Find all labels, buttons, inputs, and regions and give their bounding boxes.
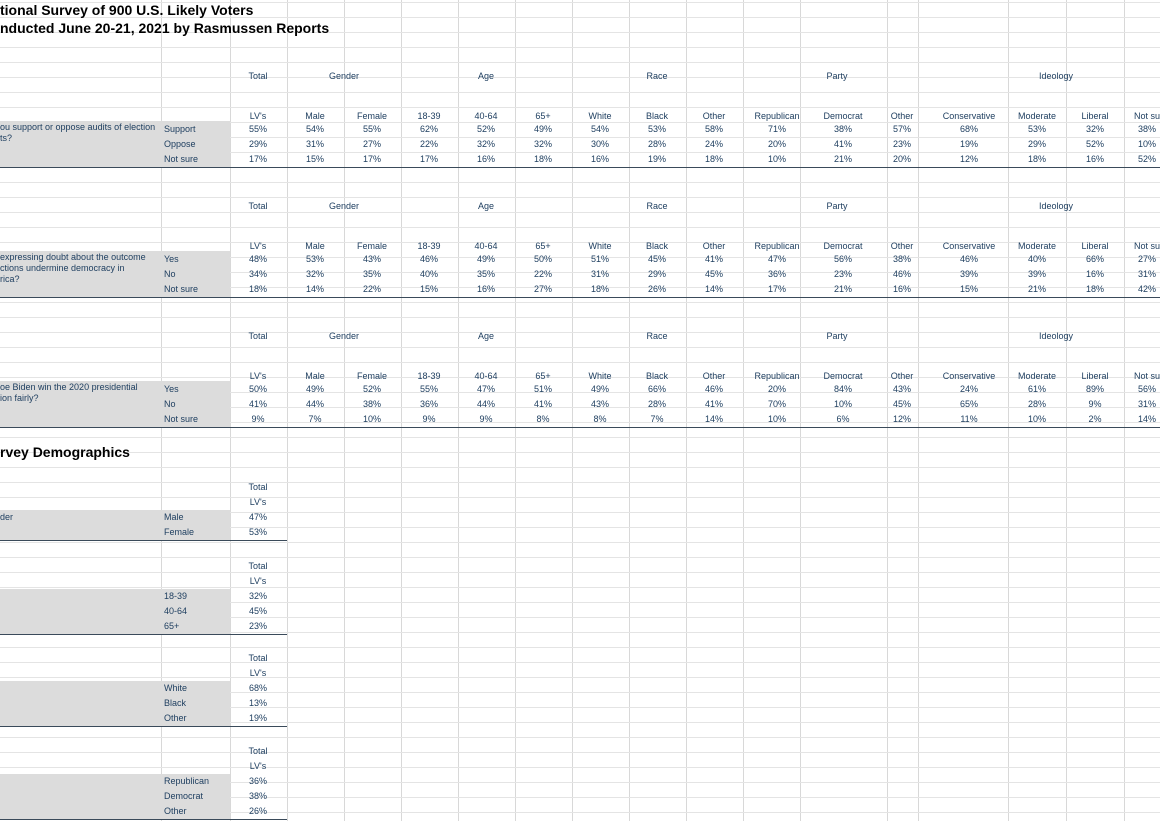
demo-row-label: Democrat [164, 791, 204, 801]
column-header: Other [890, 371, 914, 381]
demo-row-value: 32% [248, 591, 267, 601]
column-header: 18-39 [417, 241, 441, 251]
grid-row-line [0, 302, 1160, 303]
cell-value: 14% [1137, 414, 1156, 424]
demo-row-label: White [164, 683, 188, 693]
demo-lv-header: LV's [249, 668, 267, 678]
cell-value: 68% [959, 124, 978, 134]
demo-underline [0, 726, 287, 727]
column-header: Liberal [1081, 241, 1109, 251]
cell-value: 46% [419, 254, 438, 264]
grid-row-line [0, 227, 1160, 228]
column-header: Male [305, 111, 325, 121]
column-header: Moderate [1017, 371, 1057, 381]
cell-value: 32% [476, 139, 495, 149]
cell-value: 47% [476, 384, 495, 394]
group-header-party: Party [826, 201, 848, 211]
cell-value: 65% [959, 399, 978, 409]
cell-value: 12% [892, 414, 911, 424]
column-header: Democrat [823, 111, 863, 121]
grid-row-line [0, 467, 1160, 468]
cell-value: 17% [419, 154, 438, 164]
column-header: Republican [754, 241, 800, 251]
column-header: Liberal [1081, 371, 1109, 381]
cell-value: 16% [476, 154, 495, 164]
answer-label: Not sure [164, 414, 199, 424]
group-header-age: Age [477, 201, 494, 211]
cell-value: 32% [533, 139, 552, 149]
cell-value: 16% [1085, 269, 1104, 279]
demo-total-header: Total [248, 653, 268, 663]
cell-value: 45% [704, 269, 723, 279]
cell-value: 27% [533, 284, 552, 294]
cell-value: 51% [590, 254, 609, 264]
column-header: Moderate [1017, 111, 1057, 121]
cell-value: 38% [1137, 124, 1156, 134]
cell-value: 52% [1085, 139, 1104, 149]
cell-value: 9% [422, 414, 436, 424]
grid-row-line [0, 587, 1160, 588]
demo-row-label: 18-39 [164, 591, 188, 601]
group-header-gender: Gender [328, 331, 360, 341]
cell-value: 43% [362, 254, 381, 264]
cell-value: 31% [590, 269, 609, 279]
cell-value: 17% [362, 154, 381, 164]
cell-value: 52% [1137, 154, 1156, 164]
demo-shade [0, 681, 230, 726]
group-header-ideology: Ideology [1038, 201, 1074, 211]
cell-value: 2% [1088, 414, 1102, 424]
demo-row-label: Female [164, 527, 195, 537]
demo-row-label: Other [164, 806, 187, 816]
cell-value: 49% [590, 384, 609, 394]
cell-value: 36% [419, 399, 438, 409]
cell-value: 28% [647, 139, 666, 149]
cell-value: 38% [892, 254, 911, 264]
cell-value: 38% [833, 124, 852, 134]
column-header: Liberal [1081, 111, 1109, 121]
grid-row-line [0, 737, 1160, 738]
column-header: 18-39 [417, 111, 441, 121]
cell-value: 11% [960, 414, 978, 424]
group-header-age: Age [477, 331, 494, 341]
demo-total-header: Total [248, 561, 268, 571]
column-header: Moderate [1017, 241, 1057, 251]
cell-value: 18% [704, 154, 723, 164]
cell-value: 56% [833, 254, 852, 264]
cell-value: 55% [362, 124, 381, 134]
cell-value: 22% [362, 284, 381, 294]
demo-row-value: 53% [248, 527, 267, 537]
cell-value: 29% [1027, 139, 1046, 149]
column-header: Other [890, 241, 914, 251]
cell-value: 66% [1085, 254, 1104, 264]
group-header-gender: Gender [328, 201, 360, 211]
group-header-total: Total [248, 331, 268, 341]
grid-row-line [0, 557, 1160, 558]
cell-value: 10% [767, 154, 786, 164]
group-header-gender: Gender [328, 71, 360, 81]
column-header: 40-64 [474, 371, 498, 381]
cell-value: 32% [1085, 124, 1104, 134]
cell-value: 17% [248, 154, 267, 164]
column-header: Republican [754, 371, 800, 381]
cell-value: 10% [767, 414, 786, 424]
cell-value: 50% [248, 384, 267, 394]
group-header-age: Age [477, 71, 494, 81]
grid-row-line [0, 92, 1160, 93]
grid-row-line [0, 332, 1160, 333]
question-text: oe Biden win the 2020 presidential ion fairly? [0, 382, 138, 403]
answer-label: Support [164, 124, 196, 134]
grid-row-line [0, 752, 1160, 753]
cell-value: 8% [593, 414, 607, 424]
cell-value: 15% [959, 284, 978, 294]
block-underline [0, 297, 1160, 298]
cell-value: 34% [248, 269, 267, 279]
cell-value: 52% [476, 124, 495, 134]
cell-value: 29% [647, 269, 666, 279]
demographics-title: rvey Demographics [0, 444, 130, 460]
demo-row-value: 45% [248, 606, 267, 616]
cell-value: 19% [959, 139, 978, 149]
cell-value: 18% [590, 284, 609, 294]
cell-value: 19% [647, 154, 666, 164]
cell-value: 53% [647, 124, 666, 134]
cell-value: 62% [419, 124, 438, 134]
group-header-ideology: Ideology [1038, 331, 1074, 341]
cell-value: 17% [767, 284, 786, 294]
cell-value: 54% [305, 124, 324, 134]
column-header: Not su [1133, 241, 1160, 251]
cell-value: 41% [833, 139, 852, 149]
cell-value: 84% [833, 384, 852, 394]
column-header: Conservative [942, 371, 996, 381]
cell-value: 49% [533, 124, 552, 134]
cell-value: 45% [892, 399, 911, 409]
column-header: LV's [249, 241, 267, 251]
column-header: Other [702, 111, 726, 121]
cell-value: 18% [1027, 154, 1046, 164]
demo-total-header: Total [248, 482, 268, 492]
demo-lv-header: LV's [249, 497, 267, 507]
column-header: Democrat [823, 371, 863, 381]
cell-value: 14% [704, 414, 723, 424]
column-header: Female [356, 371, 387, 381]
grid-row-line [0, 47, 1160, 48]
cell-value: 35% [476, 269, 495, 279]
cell-value: 14% [704, 284, 723, 294]
cell-value: 71% [767, 124, 786, 134]
demo-row-label: 40-64 [164, 606, 188, 616]
cell-value: 18% [248, 284, 267, 294]
cell-value: 38% [362, 399, 381, 409]
grid-row-line [0, 437, 1160, 438]
group-header-race: Race [646, 201, 668, 211]
cell-value: 16% [892, 284, 911, 294]
column-header: Other [890, 111, 914, 121]
grid-row-line [0, 572, 1160, 573]
cell-value: 39% [1027, 269, 1046, 279]
cell-value: 7% [308, 414, 322, 424]
cell-value: 41% [248, 399, 267, 409]
question-text: ou support or oppose audits of election ts? [0, 122, 156, 143]
cell-value: 41% [533, 399, 552, 409]
column-header: LV's [249, 111, 267, 121]
cell-value: 10% [362, 414, 381, 424]
cell-value: 31% [305, 139, 324, 149]
column-header: Black [645, 241, 668, 251]
grid-row-line [0, 212, 1160, 213]
grid-row-line [0, 77, 1160, 78]
grid-row-line [0, 662, 1160, 663]
block-underline [0, 427, 1160, 428]
cell-value: 6% [836, 414, 850, 424]
column-header: Black [645, 371, 668, 381]
cell-value: 10% [833, 399, 852, 409]
cell-value: 18% [533, 154, 552, 164]
cell-value: 55% [419, 384, 438, 394]
cell-value: 10% [1137, 139, 1156, 149]
column-header: White [588, 371, 612, 381]
demo-label: der [0, 512, 14, 522]
demo-row-value: 38% [248, 791, 267, 801]
column-header: Conservative [942, 111, 996, 121]
cell-value: 54% [590, 124, 609, 134]
cell-value: 10% [1027, 414, 1046, 424]
column-header: Female [356, 111, 387, 121]
cell-value: 23% [833, 269, 852, 279]
grid-row-line [0, 347, 1160, 348]
cell-value: 31% [1137, 269, 1156, 279]
question-text: expressing doubt about the outcome ctions undermine democracy in rica? [0, 252, 146, 284]
cell-value: 49% [305, 384, 324, 394]
cell-value: 51% [533, 384, 552, 394]
cell-value: 27% [1137, 254, 1156, 264]
demo-row-label: Republican [164, 776, 210, 786]
cell-value: 16% [590, 154, 609, 164]
column-header: Other [702, 371, 726, 381]
cell-value: 66% [647, 384, 666, 394]
column-header: Other [702, 241, 726, 251]
grid-row-line [0, 182, 1160, 183]
grid-row-line [0, 107, 1160, 108]
cell-value: 9% [479, 414, 493, 424]
column-header: 40-64 [474, 111, 498, 121]
cell-value: 8% [536, 414, 550, 424]
cell-value: 20% [892, 154, 911, 164]
cell-value: 21% [833, 284, 852, 294]
cell-value: 61% [1027, 384, 1046, 394]
cell-value: 9% [1088, 399, 1102, 409]
grid-row-line [0, 482, 1160, 483]
group-header-party: Party [826, 331, 848, 341]
demo-row-label: Other [164, 713, 187, 723]
demo-row-label: 65+ [164, 621, 180, 631]
answer-label: Not sure [164, 154, 199, 164]
cell-value: 23% [892, 139, 911, 149]
cell-value: 29% [248, 139, 267, 149]
cell-value: 43% [590, 399, 609, 409]
cell-value: 27% [362, 139, 381, 149]
cell-value: 24% [959, 384, 978, 394]
cell-value: 18% [1085, 284, 1104, 294]
cell-value: 41% [704, 399, 723, 409]
grid-row-line [0, 362, 1160, 363]
column-header: Male [305, 371, 325, 381]
column-header: Not su [1133, 371, 1160, 381]
cell-value: 21% [833, 154, 852, 164]
cell-value: 31% [1137, 399, 1156, 409]
cell-value: 44% [305, 399, 324, 409]
cell-value: 28% [647, 399, 666, 409]
cell-value: 49% [476, 254, 495, 264]
grid-row-line [0, 317, 1160, 318]
cell-value: 7% [650, 414, 664, 424]
cell-value: 21% [1027, 284, 1046, 294]
demo-row-value: 47% [248, 512, 267, 522]
column-header: Republican [754, 111, 800, 121]
cell-value: 57% [892, 124, 911, 134]
grid-row-line [0, 647, 1160, 648]
group-header-ideology: Ideology [1038, 71, 1074, 81]
demo-row-value: 26% [248, 806, 267, 816]
cell-value: 16% [476, 284, 495, 294]
group-header-total: Total [248, 71, 268, 81]
cell-value: 53% [1027, 124, 1046, 134]
demo-lv-header: LV's [249, 761, 267, 771]
cell-value: 53% [305, 254, 324, 264]
column-header: LV's [249, 371, 267, 381]
cell-value: 15% [419, 284, 438, 294]
cell-value: 30% [590, 139, 609, 149]
cell-value: 40% [1027, 254, 1046, 264]
group-header-race: Race [646, 331, 668, 341]
answer-label: Yes [164, 254, 179, 264]
cell-value: 28% [1027, 399, 1046, 409]
cell-value: 20% [767, 384, 786, 394]
cell-value: 9% [251, 414, 265, 424]
cell-value: 35% [362, 269, 381, 279]
cell-value: 22% [533, 269, 552, 279]
column-header: Democrat [823, 241, 863, 251]
demo-row-value: 23% [248, 621, 267, 631]
demo-row-value: 13% [248, 698, 267, 708]
cell-value: 40% [419, 269, 438, 279]
column-header: Female [356, 241, 387, 251]
cell-value: 46% [704, 384, 723, 394]
cell-value: 42% [1137, 284, 1156, 294]
column-header: White [588, 111, 612, 121]
cell-value: 56% [1137, 384, 1156, 394]
group-header-party: Party [826, 71, 848, 81]
column-header: 65+ [535, 111, 551, 121]
demo-lv-header: LV's [249, 576, 267, 586]
cell-value: 46% [892, 269, 911, 279]
cell-value: 15% [305, 154, 324, 164]
demo-shade [0, 510, 230, 540]
cell-value: 22% [419, 139, 438, 149]
grid-row-line [0, 677, 1160, 678]
column-header: 65+ [535, 241, 551, 251]
cell-value: 47% [767, 254, 786, 264]
cell-value: 39% [959, 269, 978, 279]
group-header-total: Total [248, 201, 268, 211]
demo-row-value: 36% [248, 776, 267, 786]
report-title-line2: nducted June 20-21, 2021 by Rasmussen Reports [0, 20, 330, 36]
demo-row-label: Black [164, 698, 187, 708]
column-header: 18-39 [417, 371, 441, 381]
demo-total-header: Total [248, 746, 268, 756]
cell-value: 89% [1085, 384, 1104, 394]
answer-label: Not sure [164, 284, 199, 294]
cell-value: 41% [704, 254, 723, 264]
answer-label: No [164, 399, 176, 409]
cell-value: 36% [767, 269, 786, 279]
column-header: 65+ [535, 371, 551, 381]
answer-label: Yes [164, 384, 179, 394]
column-header: White [588, 241, 612, 251]
column-header: Not su [1133, 111, 1160, 121]
cell-value: 12% [959, 154, 978, 164]
cell-value: 16% [1085, 154, 1104, 164]
cell-value: 50% [533, 254, 552, 264]
block-underline [0, 167, 1160, 168]
demo-underline [0, 634, 287, 635]
cell-value: 14% [305, 284, 324, 294]
cell-value: 46% [959, 254, 978, 264]
cell-value: 58% [704, 124, 723, 134]
column-header: Male [305, 241, 325, 251]
cell-value: 20% [767, 139, 786, 149]
answer-label: No [164, 269, 176, 279]
grid-row-line [0, 452, 1160, 453]
column-header: 40-64 [474, 241, 498, 251]
cell-value: 45% [647, 254, 666, 264]
grid-row-line [0, 542, 1160, 543]
cell-value: 24% [704, 139, 723, 149]
cell-value: 32% [305, 269, 324, 279]
report-title-line1: tional Survey of 900 U.S. Likely Voters [0, 2, 254, 18]
cell-value: 44% [476, 399, 495, 409]
grid-row-line [0, 497, 1160, 498]
cell-value: 52% [362, 384, 381, 394]
cell-value: 26% [647, 284, 666, 294]
group-header-race: Race [646, 71, 668, 81]
grid-row-line [0, 197, 1160, 198]
demo-row-label: Male [164, 512, 184, 522]
grid-row-line [0, 767, 1160, 768]
demo-underline [0, 819, 287, 820]
demo-underline [0, 540, 287, 541]
cell-value: 48% [248, 254, 267, 264]
demo-row-value: 68% [248, 683, 267, 693]
cell-value: 70% [767, 399, 786, 409]
cell-value: 43% [892, 384, 911, 394]
cell-value: 55% [248, 124, 267, 134]
column-header: Black [645, 111, 668, 121]
grid-row-line [0, 62, 1160, 63]
demo-row-value: 19% [248, 713, 267, 723]
column-header: Conservative [942, 241, 996, 251]
answer-label: Oppose [164, 139, 196, 149]
demo-shade [0, 589, 230, 634]
